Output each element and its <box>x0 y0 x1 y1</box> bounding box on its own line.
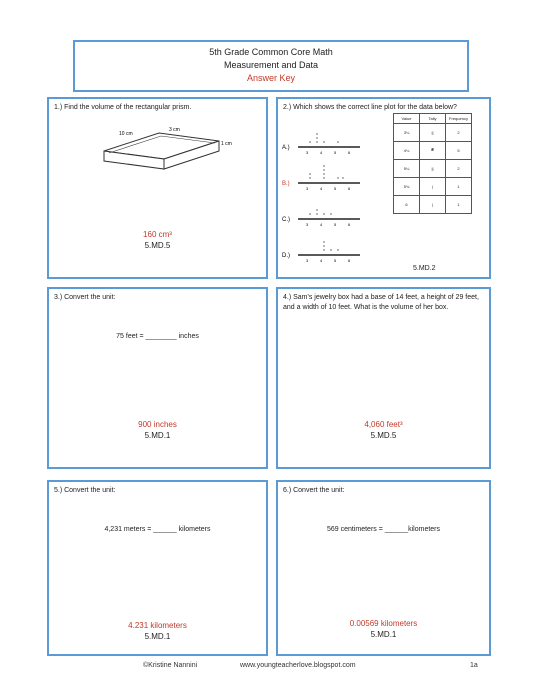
svg-text:4: 4 <box>320 258 323 263</box>
question-3-prompt: 3.) Convert the unit: <box>54 294 116 301</box>
svg-text:5: 5 <box>334 150 337 155</box>
question-5-answer: 4.231 kilometers <box>128 621 187 630</box>
svg-text:x: x <box>309 175 311 180</box>
question-2-box <box>276 97 491 279</box>
svg-text:x: x <box>323 163 325 168</box>
svg-text:6: 6 <box>348 150 351 155</box>
svg-text:x: x <box>316 207 318 212</box>
svg-text:x: x <box>330 247 332 252</box>
svg-text:x: x <box>323 171 325 176</box>
question-5-box <box>47 480 268 656</box>
svg-text:5: 5 <box>334 222 337 227</box>
footer-author: ©Kristine Nannini <box>143 662 198 669</box>
svg-text:x: x <box>323 239 325 244</box>
table-row: 5¾ | 1 <box>394 178 472 196</box>
svg-text:x: x <box>337 139 339 144</box>
prism-dim-top: 3 cm <box>169 127 180 133</box>
line-plot-options <box>280 127 390 277</box>
question-2-standard: 5.MD.2 <box>413 265 436 272</box>
svg-text:x: x <box>309 171 311 176</box>
question-5-problem: 4,231 meters = ______ kilometers <box>104 526 211 533</box>
question-1-answer: 160 cm³ <box>143 230 172 239</box>
svg-text:x: x <box>309 139 311 144</box>
option-a-label: A.) <box>282 145 290 151</box>
svg-text:x: x <box>337 247 339 252</box>
question-1-box <box>47 97 268 279</box>
question-4-answer: 4,060 feet³ <box>364 420 403 429</box>
question-1-prompt: 1.) Find the volume of the rectangular prism. <box>54 104 192 111</box>
question-4-box <box>276 287 491 469</box>
title-line-2: Measurement and Data <box>223 60 319 70</box>
svg-text:6: 6 <box>348 258 351 263</box>
svg-text:x: x <box>323 211 325 216</box>
svg-text:3: 3 <box>306 150 309 155</box>
svg-text:3: 3 <box>306 258 309 263</box>
question-2-prompt: 2.) Which shows the correct line plot for the data below? <box>283 104 457 111</box>
option-a-plot <box>282 131 360 155</box>
rectangular-prism-figure <box>99 121 232 181</box>
svg-text:x: x <box>316 211 318 216</box>
question-6-prompt: 6.) Convert the unit: <box>283 487 345 494</box>
svg-text:6: 6 <box>348 186 351 191</box>
option-b-label: B.) <box>282 181 290 187</box>
footer-url: www.youngteacherlove.blogspot.com <box>240 662 356 669</box>
svg-text:4: 4 <box>320 150 323 155</box>
svg-text:5: 5 <box>334 258 337 263</box>
svg-text:4: 4 <box>320 186 323 191</box>
option-d-plot <box>282 239 360 263</box>
question-5-standard: 5.MD.1 <box>144 632 171 641</box>
prism-dim-right: 1 cm <box>221 141 232 147</box>
svg-text:x: x <box>323 243 325 248</box>
question-3-problem: 75 feet = ________ inches <box>116 333 199 340</box>
question-6-box <box>276 480 491 656</box>
svg-text:x: x <box>330 211 332 216</box>
tally-table: Value Tally Frequency 3¼ || 2 4¼ 𝍸 5 5¼ || 2 5¾ | 1 6 | 1 <box>393 113 472 214</box>
svg-text:x: x <box>323 167 325 172</box>
worksheet-title-box <box>73 40 469 92</box>
option-c-plot <box>282 207 360 227</box>
option-d-label: D.) <box>282 253 290 259</box>
question-3-box <box>47 287 268 469</box>
table-row: 5¼ || 2 <box>394 160 472 178</box>
question-6-problem: 569 centimeters = ______kilometers <box>326 526 441 533</box>
option-b-plot <box>282 163 360 191</box>
question-6-standard: 5.MD.1 <box>370 630 397 639</box>
svg-text:x: x <box>316 131 318 136</box>
question-5-prompt: 5.) Convert the unit: <box>54 487 116 494</box>
svg-text:3: 3 <box>306 222 309 227</box>
question-4-prompt: 4.) Sam's jewelry box had a base of 14 feet, a height of 29 feet, and a width of 10 feet. What is the volume of her box. <box>283 294 479 311</box>
svg-text:x: x <box>309 211 311 216</box>
answer-key-label: Answer Key <box>246 73 296 83</box>
svg-text:5: 5 <box>334 186 337 191</box>
svg-text:x: x <box>342 175 344 180</box>
question-4-standard: 5.MD.5 <box>370 431 397 440</box>
svg-text:x: x <box>316 139 318 144</box>
table-row: 4¼ 𝍸 5 <box>394 142 472 160</box>
prism-dim-left: 10 cm <box>119 131 133 137</box>
svg-text:x: x <box>323 139 325 144</box>
table-row: 3¼ || 2 <box>394 124 472 142</box>
question-6-answer: 0.00569 kilometers <box>349 619 418 628</box>
title-line-1: 5th Grade Common Core Math <box>209 47 333 57</box>
table-row: 6 | 1 <box>394 196 472 214</box>
option-c-label: C.) <box>282 217 290 223</box>
svg-text:4: 4 <box>320 222 323 227</box>
question-1-standard: 5.MD.5 <box>144 241 171 250</box>
svg-text:3: 3 <box>306 186 309 191</box>
svg-text:x: x <box>323 175 325 180</box>
question-3-standard: 5.MD.1 <box>144 431 171 440</box>
svg-text:x: x <box>337 175 339 180</box>
svg-text:6: 6 <box>348 222 351 227</box>
footer-page: 1a <box>470 662 478 669</box>
svg-text:x: x <box>316 135 318 140</box>
svg-text:x: x <box>323 247 325 252</box>
question-3-answer: 900 inches <box>138 420 177 429</box>
